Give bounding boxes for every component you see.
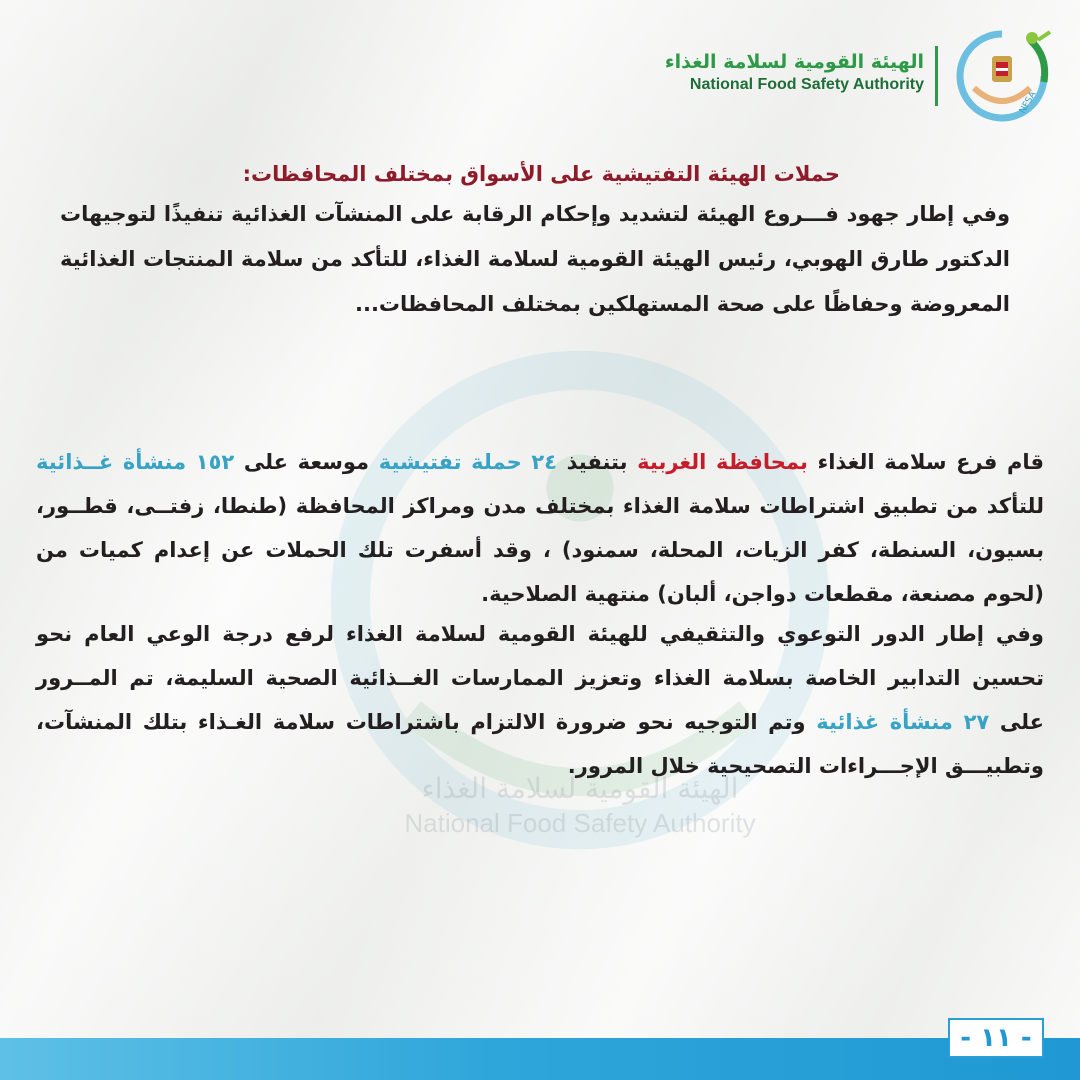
logo-badge-text: NFSA: [1017, 89, 1039, 116]
paragraph-text: وفي إطار الدور التوعوي والتثقيفي للهيئة القومية لسلامة الغذاء لرفع درجة الوعي العام نحو تحسين التدابير الخاصة بسلامة الغذاء وتعزيز الممارسات الغــذائية الصحية السليمة، تم المــرور على: [36, 622, 1044, 734]
intro-paragraph: وفي إطار جهود فـــروع الهيئة لتشديد وإحكام الرقابة على المنشآت الغذائية تنفيذًا لتوجيهات الدكتور طارق الهوبي، رئيس الهيئة القومية لسلامة الغذاء، للتأكد من سلامة المنتجات الغذائية المعروضة وحفاظًا على صحة المستهلكين بمختلف المحافظات...: [60, 202, 1010, 316]
establishments-count-highlight: ١٥٢ منشأة غــذائية: [36, 450, 235, 474]
paragraph-gharbia: [36, 440, 1044, 616]
paragraph-text: للتأكد من تطبيق اشتراطات سلامة الغذاء بمختلف مدن ومراكز المحافظة (طنطا، زفتــى، قطــور، بسيون، السنطة، كفر الزيات، المحلة، سمنود) ، وقد أسفرت تلك الحملات عن إعدام كميات من (لحوم مصنعة، مقطعات دواجن، ألبان) منتهية الصلاحية.: [36, 494, 1044, 606]
paragraph-text: موسعة على: [234, 450, 379, 474]
intro-section: [60, 156, 1010, 327]
watermark-text-ar: الهيئة القومية لسلامة الغذاء: [421, 772, 739, 805]
logo-divider: [935, 46, 938, 106]
governorate-highlight: بمحافظة الغربية: [637, 450, 808, 474]
logo-text: [644, 50, 924, 96]
paragraph-text: قام فرع سلامة الغذاء: [807, 450, 1045, 474]
visited-establishments-highlight: ٢٧ منشأة غذائية: [816, 710, 990, 734]
nfsa-logo-icon: [952, 26, 1052, 126]
page-number: - ١١ -: [948, 1018, 1044, 1058]
org-name-ar: الهيئة القومية لسلامة الغذاء: [664, 51, 924, 73]
org-name-en: National Food Safety Authority: [689, 76, 924, 93]
paragraph-text: بتنفيذ: [557, 450, 638, 474]
footer-bar: [0, 1038, 1080, 1080]
header-logo: [652, 26, 1052, 126]
campaigns-count-highlight: ٢٤ حملة تفتيشية: [378, 450, 557, 474]
watermark-text-en: National Food Safety Authority: [404, 808, 756, 838]
paragraph-awareness: [36, 612, 1044, 788]
paragraph-text: وتم التوجيه نحو ضرورة الالتزام باشتراطات سلامة الغـذاء بتلك المنشآت، وتطبيـــق الإجـــراءات التصحيحية خلال المرور.: [36, 710, 1044, 778]
section-title: حملات الهيئة التفتيشية على الأسواق بمختلف المحافظات:: [242, 162, 840, 186]
